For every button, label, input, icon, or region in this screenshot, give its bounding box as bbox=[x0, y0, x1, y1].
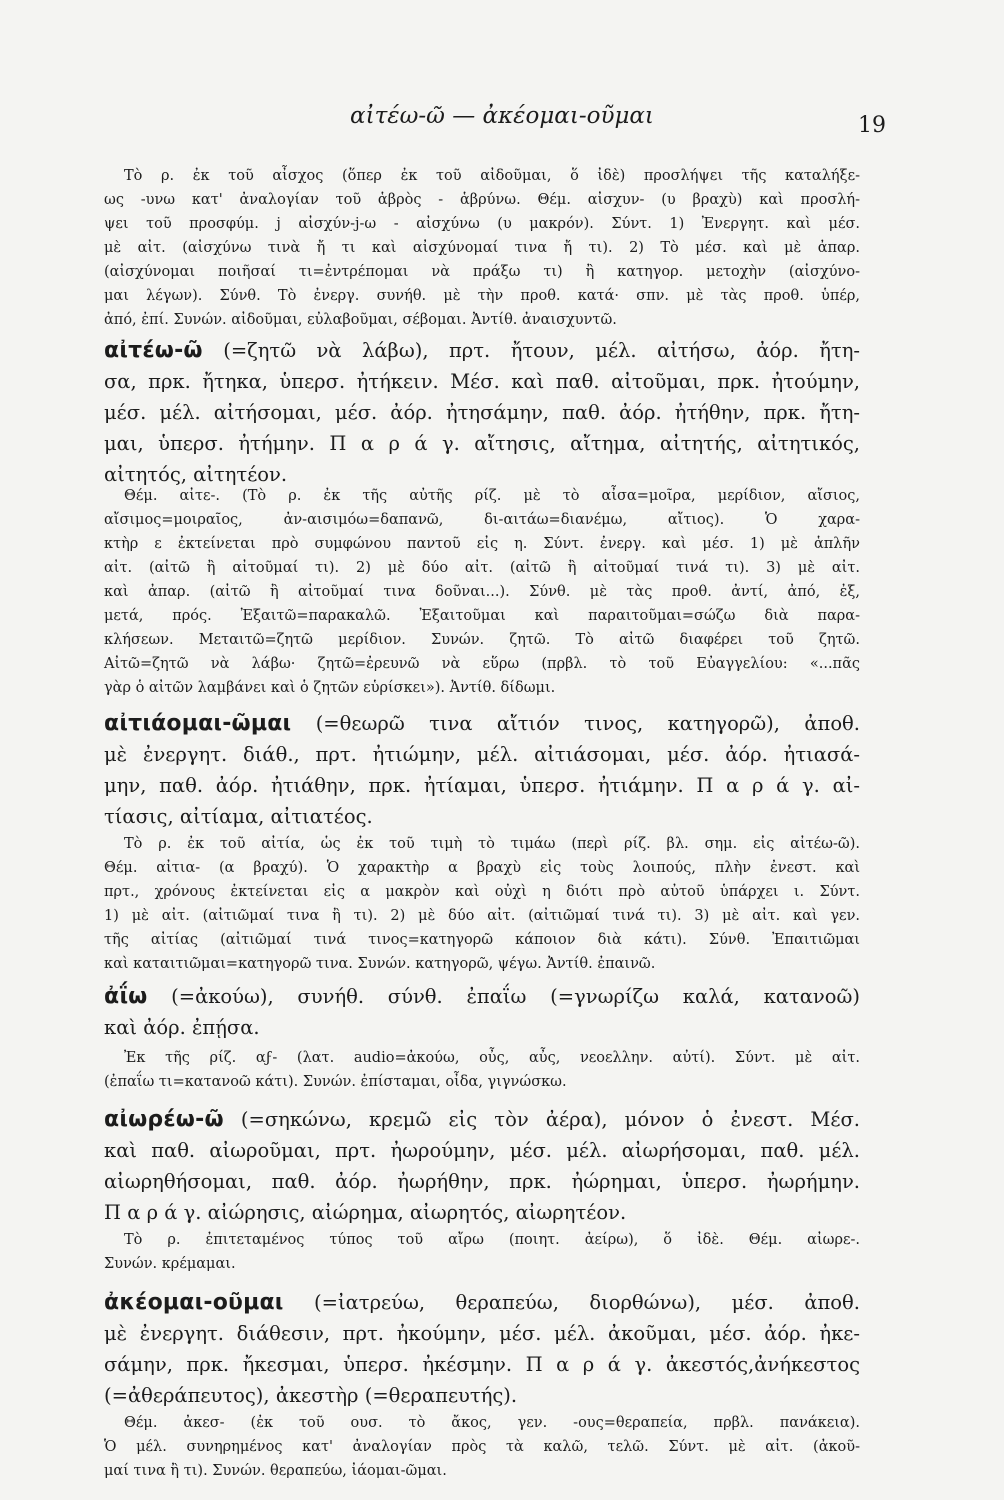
entry-aioreo bbox=[104, 1104, 860, 1228]
entry-first-line bbox=[104, 981, 860, 1012]
note-line: τῆς αἰτίας (αἰτιῶμαί τινά τινος=κατηγορῶ κάποιον διὰ κάτι). Σύνθ. Ἐπαιτιῶμαι bbox=[104, 932, 860, 948]
entry-akeomai bbox=[104, 1287, 860, 1411]
note-line: ἀπό, ἐπί. Συνών. αἰδοῦμαι, εὐλαβοῦμαι, σέβομαι. Ἀντίθ. ἀναισχυντῶ. bbox=[104, 312, 617, 328]
entry-headword: αἰτέω-ῶ bbox=[104, 338, 203, 363]
note-line: Θέμ. αἰτε-. (Τὸ ρ. ἐκ τῆς αὐτῆς ρίζ. μὲ τὸ αἶσα=μοῖρα, μερίδιον, αἴσιος, bbox=[124, 488, 860, 504]
note-line: μαι λέγων). Σύνθ. Τὸ ἐνεργ. συνήθ. μὲ τὴν προθ. κατά· σπν. μὲ τὰς προθ. ὑπέρ, bbox=[104, 288, 860, 304]
note-line: Αἰτῶ=ζητῶ νὰ λάβω· ζητῶ=ἐρευνῶ νὰ εὕρω (πρβλ. τὸ τοῦ Εὐαγγελίου: «...πᾶς bbox=[104, 656, 860, 672]
running-header: αἰτέω-ῶ — ἀκέομαι-οῦμαι bbox=[350, 103, 654, 129]
entry-line: αἰωρηθήσομαι, παθ. ἀόρ. ἠωρήθην, πρκ. ἠώρημαι, ὑπερσ. ἠωρήμην. bbox=[104, 1170, 860, 1193]
entry-line: Π α ρ ά γ. αἰώρησις, αἰώρημα, αἰωρητός, αἰωρητέον. bbox=[104, 1201, 627, 1224]
entry-headword: ἀκέομαι-οῦμαι bbox=[104, 1290, 284, 1315]
entry-headword: αἰτιάομαι-ῶμαι bbox=[104, 711, 292, 736]
entry-line: μὲ ἐνεργητ. διάθεσιν, πρτ. ἠκούμην, μέσ. μέλ. ἀκοῦμαι, μέσ. ἀόρ. ἠκε- bbox=[104, 1322, 860, 1345]
entry-aitiaomai bbox=[104, 708, 860, 832]
note-line: πρτ., χρόνους ἐκτείνεται εἰς α μακρὸν καὶ οὐχὶ η διότι πρὸ αὐτοῦ ὑπάρχει ι. Σύντ. bbox=[104, 884, 860, 900]
note-line: αἴσιμος=μοιραῖος, ἀν-αισιμόω=δαπανῶ, δι-αιτάω=διανέμω, αἴτιος). Ὁ χαρα- bbox=[104, 512, 860, 528]
note-line: ως -υνω κατ' ἀναλογίαν τοῦ ἁβρὸς - ἁβρύνω. Θέμ. αἰσχυν- (υ βραχὺ) καὶ προσλή- bbox=[104, 192, 860, 208]
entry-line-text: (=θεωρῶ τινα αἴτιόν τινος, κατηγορῶ), ἀποθ. bbox=[291, 712, 860, 735]
entry-line-text: (=ἀκούω), συνήθ. σύνθ. ἐπαΐω (=γνωρίζω καλά, κατανοῶ) bbox=[147, 985, 860, 1008]
note-line: Τὸ ρ. ἐκ τοῦ αἰτία, ὡς ἐκ τοῦ τιμὴ τὸ τιμάω (περὶ ρίζ. βλ. σημ. εἰς αἰτέω-ῶ). bbox=[124, 836, 860, 852]
entry-line: καὶ ἀόρ. ἐπῄσα. bbox=[104, 1016, 260, 1039]
entry-headword: αἰωρέω-ῶ bbox=[104, 1107, 224, 1132]
intro-note-block bbox=[104, 164, 860, 332]
entry-first-line bbox=[104, 708, 860, 739]
note-line: μὲ αἰτ. (αἰσχύνω τινὰ ἤ τι καὶ αἰσχύνομαί τινα ἤ τι). 2) Τὸ μέσ. καὶ μὲ ἀπαρ. bbox=[104, 240, 860, 256]
entry-line: (=ἀθεράπευτος), ἀκεστὴρ (=θεραπευτής). bbox=[104, 1384, 518, 1407]
note-line: (αἰσχύνομαι ποιῆσαί τι=ἐντρέπομαι νὰ πράξω τι) ἢ κατηγορ. μετοχὴν (αἰσχύνο- bbox=[104, 264, 860, 280]
note-line: Ἐκ τῆς ρίζ. αϝ- (λατ. audio=ἀκούω, οὖς, αὖς, νεοελλην. αὐτί). Σύντ. μὲ αἰτ. bbox=[124, 1050, 860, 1066]
note-akeomai bbox=[104, 1411, 860, 1483]
note-line: καὶ ἀπαρ. (αἰτῶ ἢ αἰτοῦμαί τινα δοῦναι...). Σύνθ. μὲ τὰς προθ. ἀντί, ἀπό, ἐξ, bbox=[104, 584, 860, 600]
note-line: Θέμ. ἀκεσ- (ἐκ τοῦ ουσ. τὸ ἄκος, γεν. -ους=θεραπεία, πρβλ. πανάκεια). bbox=[124, 1415, 860, 1431]
entry-line-text: (=ἰατρεύω, θεραπεύω, διορθώνω), μέσ. ἀποθ. bbox=[283, 1291, 860, 1314]
entry-aio bbox=[104, 981, 860, 1043]
entry-line: τίασις, αἰτίαμα, αἰτιατέος. bbox=[104, 805, 373, 828]
entry-first-line bbox=[104, 335, 860, 366]
note-line: Τὸ ρ. ἐπιτεταμένος τύπος τοῦ αἴρω (ποιητ. ἀείρω), ὅ ἰδὲ. Θέμ. αἰωρε-. bbox=[124, 1232, 860, 1248]
entry-line: μαι, ὑπερσ. ἠτήμην. Π α ρ ά γ. αἴτησις, αἴτημα, αἰτητής, αἰτητικός, bbox=[104, 432, 860, 455]
note-line: κλήσεων. Μεταιτῶ=ζητῶ μερίδιον. Συνών. ζητῶ. Τὸ αἰτῶ διαφέρει τοῦ ζητῶ. bbox=[104, 632, 860, 648]
note-aio bbox=[104, 1046, 860, 1094]
entry-line: σα, πρκ. ἤτηκα, ὑπερσ. ἠτήκειν. Μέσ. καὶ παθ. αἰτοῦμαι, πρκ. ἠτούμην, bbox=[104, 370, 860, 393]
note-aiteo bbox=[104, 484, 860, 700]
entry-line: μην, παθ. ἀόρ. ἠτιάθην, πρκ. ἠτίαμαι, ὑπερσ. ἠτιάμην. Π α ρ ά γ. αἰ- bbox=[104, 774, 860, 797]
note-line: μαί τινα ἢ τι). Συνών. θεραπεύω, ἰάομαι-ῶμαι. bbox=[104, 1463, 447, 1479]
note-line: Τὸ ρ. ἐκ τοῦ αἶσχος (ὅπερ ἐκ τοῦ αἰδοῦμαι, ὅ ἰδὲ) προσλήψει τῆς καταλήξε- bbox=[124, 168, 860, 184]
entry-line: καὶ παθ. αἰωροῦμαι, πρτ. ἠωρούμην, μέσ. μέλ. αἰωρήσομαι, παθ. μέλ. bbox=[104, 1139, 860, 1162]
entry-line: σάμην, πρκ. ἤκεσμαι, ὑπερσ. ἠκέσμην. Π α ρ ά γ. ἀκεστός,ἀνήκεστος bbox=[104, 1353, 860, 1376]
note-line: μετά, πρός. Ἐξαιτῶ=παρακαλῶ. Ἐξαιτοῦμαι καὶ παραιτοῦμαι=σώζω διὰ παρα- bbox=[104, 608, 860, 624]
note-line: καὶ καταιτιῶμαι=κατηγορῶ τινα. Συνών. κατηγορῶ, ψέγω. Ἀντίθ. ἐπαινῶ. bbox=[104, 956, 656, 972]
note-line: ψει τοῦ προσφύμ. j αἰσχύν-j-ω - αἰσχύνω (υ μακρόν). Σύντ. 1) Ἐνεργητ. καὶ μέσ. bbox=[104, 216, 860, 232]
note-line: Συνών. κρέμαμαι. bbox=[104, 1256, 236, 1272]
note-line: κτὴρ ε ἐκτείνεται πρὸ συμφώνου παντοῦ εἰς η. Σύντ. ἐνεργ. καὶ μέσ. 1) μὲ ἁπλῆν bbox=[104, 536, 860, 552]
entry-first-line bbox=[104, 1104, 860, 1135]
note-line: Ὁ μέλ. συνηρημένος κατ' ἀναλογίαν πρὸς τὰ καλῶ, τελῶ. Σύντ. μὲ αἰτ. (ἀκοῦ- bbox=[104, 1439, 860, 1455]
entry-line: μὲ ἐνεργητ. διάθ., πρτ. ἠτιώμην, μέλ. αἰτιάσομαι, μέσ. ἀόρ. ἠτιασά- bbox=[104, 743, 860, 766]
note-aioreo bbox=[104, 1228, 860, 1276]
entry-line-text: (=ζητῶ νὰ λάβω), πρτ. ἤτουν, μέλ. αἰτήσω, ἀόρ. ἤτη- bbox=[202, 339, 860, 362]
entry-line: μέσ. μέλ. αἰτήσομαι, μέσ. ἀόρ. ἠτησάμην, παθ. ἀόρ. ἠτήθην, πρκ. ἤτη- bbox=[104, 401, 860, 424]
entry-line-text: (=σηκώνω, κρεμῶ εἰς τὸν ἀέρα), μόνον ὁ ἐνεστ. Μέσ. bbox=[223, 1108, 860, 1131]
note-line: γὰρ ὁ αἰτῶν λαμβάνει καὶ ὁ ζητῶν εὑρίσκει»). Ἀντίθ. δίδωμι. bbox=[104, 680, 556, 696]
note-line: Θέμ. αἰτια- (α βραχύ). Ὁ χαρακτὴρ α βραχὺ εἰς τοὺς λοιπούς, πλὴν ἐνεστ. καὶ bbox=[104, 860, 860, 876]
entry-first-line bbox=[104, 1287, 860, 1318]
note-line: αἰτ. (αἰτῶ ἢ αἰτοῦμαί τι). 2) μὲ δύο αἰτ. (αἰτῶ ἢ αἰτοῦμαί τινά τι). 3) μὲ αἰτ. bbox=[104, 560, 860, 576]
entry-aiteo bbox=[104, 335, 860, 490]
page-number: 19 bbox=[858, 113, 886, 138]
note-aitiaomai bbox=[104, 832, 860, 976]
entry-line: αἰτητός, αἰτητέον. bbox=[104, 463, 288, 486]
entry-headword: ἀΐω bbox=[104, 984, 148, 1009]
note-line: 1) μὲ αἰτ. (αἰτιῶμαί τινα ἢ τι). 2) μὲ δύο αἰτ. (αἰτιῶμαί τινά τι). 3) μὲ αἰτ. καὶ γεν. bbox=[104, 908, 860, 924]
note-line: (ἐπαΐω τι=κατανοῶ κάτι). Συνών. ἐπίσταμαι, οἶδα, γιγνώσκω. bbox=[104, 1074, 567, 1090]
